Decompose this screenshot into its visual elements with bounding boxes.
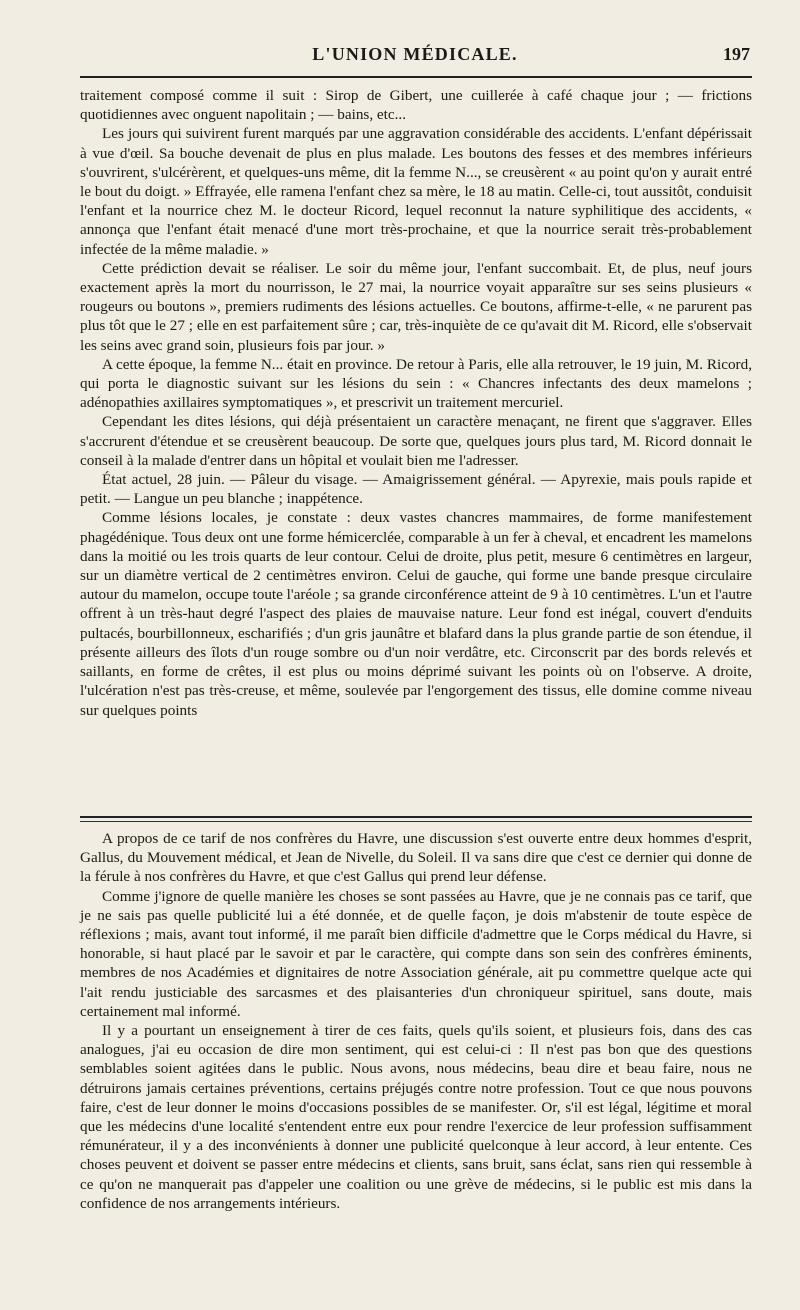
main-paragraph: État actuel, 28 juin. — Pâleur du visage. — Amaigrissement général. — Apyrexie, mais pouls rapide et petit. — Langue un peu blanche ; inappétence. <box>80 471 752 508</box>
main-paragraph: Cette prédiction devait se réaliser. Le soir du même jour, l'enfant succombait. Et, de plus, neuf jours exactement après la mort du nourrisson, le 27 mai, la nourrice voyait apparaître sur ses seins plusieurs « rougeurs ou boutons », premiers rudiments des lésions actuelles. Ce boutons, affirme-t-elle, « ne parurent pas plus tôt que le 27 ; elle en est parfaitement sûre ; car, très-inquiète de ce qu'avait dit M. Ricord, elle s'observait les seins avec grand soin, plusieurs fois par jour. » <box>80 259 752 354</box>
main-paragraph: A cette époque, la femme N... était en province. De retour à Paris, elle alla retrouver, le 19 juin, M. Ricord, qui porta le diagnostic suivant sur les lésions du sein : « Chancres infectants des deux mamelons ; adénopathies axillaires symptomatiques », et prescrivit un traitement mercuriel. <box>80 355 752 412</box>
feuilleton-paragraph: Il y a pourtant un enseignement à tirer de ces faits, quels qu'ils soient, et plusieurs fois, dans des cas analogues, j'ai eu occasion de dire mon sentiment, qui est celui-ci : Il n'est pas bon que des questions semblables soient agitées dans le public. Nous avons, nous médecins, beau dire et beau faire, nous ne détruirons jamais certaines préventions, certains préjugés contre notre profession. Tout ce que nous pouvons faire, c'est de leur donner le moins d'occasions possibles de se manifester. Or, s'il est légal, légitime et moral que les médecins d'une localité s'entendent entre eux pour rendre l'exercice de leur profession suffisamment rémunérateur, il y a des inconvénients à donner une publicité quelconque à leur accord, à leur entente. Ces choses peuvent et doivent se passer entre médecins et clients, sans bruit, sans éclat, sans rien qui ressemble à ce qu'on ne manquerait pas d'appeler une coalition ou une grève de médecins, si le public est mis dans la confidence de nos arrangements intérieurs. <box>80 1022 752 1212</box>
main-paragraph: traitement composé comme il suit : Sirop de Gibert, une cuillerée à café chaque jour ; — frictions quotidiennes avec onguent napolitain ; — bains, etc... <box>80 87 752 124</box>
main-paragraph: Comme lésions locales, je constate : deux vastes chancres mammaires, de forme manifestement phagédénique. Tous deux ont une forme hémicerclée, comparable à un fer à cheval, et encadrent les mamelons dans la moitié ou les trois quarts de leur contour. Celui de droite, plus petit, mesure 6 centimètres en largeur, sur un diamètre vertical de 2 centimètres environ. Celui de gauche, qui forme une bande presque circulaire autour du mamelon, occupe toute l'aréole ; sa grande circonférence atteint de 9 à 10 centimètres. L'un et l'autre offrent à un très-haut degré l'aspect des plaies de mauvaise nature. Leur fond est inégal, couvert d'enduits pultacés, bourbillonneux, escharifiés ; d'un gris jaunâtre et blafard dans la plus grande partie de son étendue, il présente ailleurs des îlots d'un rouge sombre ou d'un noir verdâtre, etc. Circonscrit par des bords relevés et saillants, en forme de crêtes, il est plus ou moins déprimé suivant les points où on l'observe. A droite, l'ulcération n'est pas très-creuse, et même, soulevée par l'engorgement des tissus, elle domine comme niveau sur quelques points <box>80 509 752 719</box>
feuilleton-paragraph: A propos de ce tarif de nos confrères du Havre, une discussion s'est ouverte entre deux hommes d'esprit, Gallus, du Mouvement médical, et Jean de Nivelle, du Soleil. Il va sans dire que c'est ce dernier qui donne de la férule à nos confrères du Havre, et que c'est Gallus qui prend leur défense. <box>80 830 752 886</box>
header-rule <box>80 76 752 78</box>
feuilleton-rule-bottom <box>80 821 752 822</box>
feuilleton-paragraph: Comme j'ignore de quelle manière les choses se sont passées au Havre, que je ne connais pas ce tarif, que je ne sais pas quelle publicité lui a été donnée, et de quelle façon, je dois m'abstenir de toute espèce de réflexions ; mais, avant tout informé, il me paraît bien difficile d'admettre que le Corps médical du Havre, si honorable, si haut placé par le savoir et par le caractère, qui compte dans son sein des confrères éminents, membres de nos Académies et dignitaires de notre Association générale, ait pu commettre quelque acte qui l'ait rendu justiciable des sarcasmes et des plaisanteries d'un chroniqueur spirituel, sans doute, mais certainement mal informé. <box>80 887 752 1020</box>
feuilleton-text <box>80 829 752 1213</box>
main-paragraph: Les jours qui suivirent furent marqués par une aggravation considérable des accidents. L'enfant dépérissait à vue d'œil. Sa bouche devenait de plus en plus malade. Les boutons des fesses et des membres inférieurs s'ouvrirent, s'ulcérèrent, et quelques-uns même, dit la femme N..., se creusèrent « au point qu'on y aurait entré le bout du doigt. » Effrayée, elle ramena l'enfant chez sa mère, le 18 au matin. Celle-ci, tout aussitôt, conduisit l'enfant et la nourrice chez M. le docteur Ricord, lequel reconnut la nature syphilitique des accidents, « annonça que l'enfant était menacé d'une mort très-prochaine, et que la nourrice serait très-probablement infectée de la même maladie. » <box>80 125 752 258</box>
main-text <box>80 86 752 720</box>
feuilleton-rule-top <box>80 816 752 818</box>
journal-title: L'UNION MÉDICALE. <box>312 44 518 64</box>
page-number: 197 <box>723 44 750 64</box>
running-header <box>80 44 750 70</box>
main-paragraph: Cependant les dites lésions, qui déjà présentaient un caractère menaçant, ne firent que s'aggraver. Elles s'accrurent d'étendue et se creusèrent beaucoup. De sorte que, quelques jours plus tard, M. Ricord donnait le conseil à la malade d'entrer dans un hôpital et voulait bien me l'adresser. <box>80 413 752 469</box>
